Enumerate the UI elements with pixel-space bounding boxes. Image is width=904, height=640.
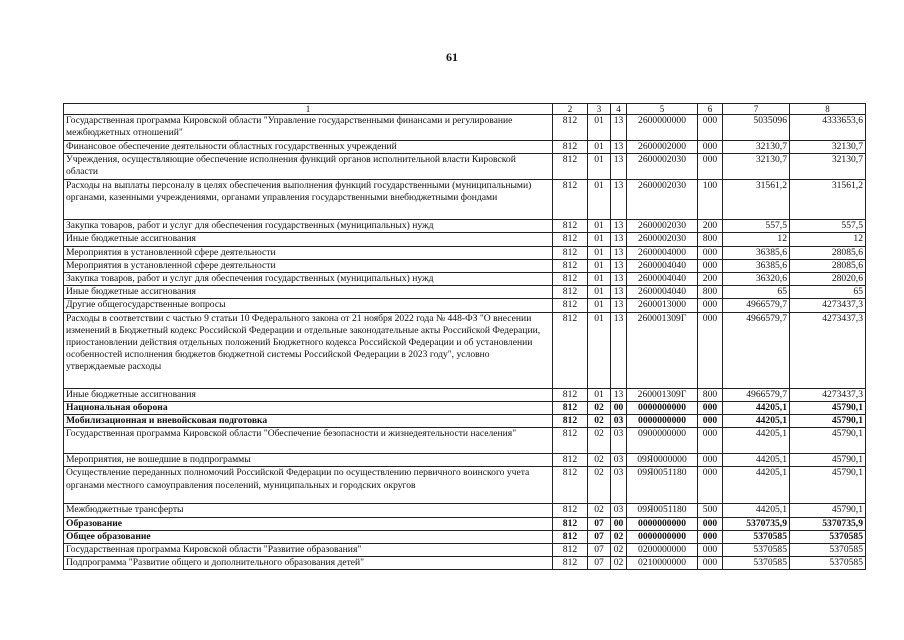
budget-table [63,103,866,570]
table-row [64,299,866,312]
column-3-section: 02 [588,454,611,467]
column-4-subsection: 13 [611,299,627,312]
row-name: Осуществление переданных полномочий Российской Федерации по осуществлению первичного воинского учета органами местного самоуправления поселений, муниципальных и городских округов [64,467,553,504]
column-7-amount: 44205,1 [723,428,790,454]
column-4-subsection: 13 [611,141,627,154]
table-row [64,180,866,220]
table-row [64,154,866,180]
column-5-target-article: 09Я0000000 [627,454,698,467]
column-header: 8 [790,104,866,115]
column-3-section: 01 [588,388,611,401]
table-row [64,454,866,467]
column-5-target-article: 0900000000 [627,428,698,454]
column-6-expense-type: 000 [698,454,723,467]
column-2-code: 812 [553,388,588,401]
table-row [64,286,866,299]
column-2-code: 812 [553,141,588,154]
column-header: 7 [723,104,790,115]
column-header: 3 [588,104,611,115]
column-3-section: 02 [588,467,611,504]
column-8-amount: 4273437,3 [790,388,866,401]
column-3-section: 02 [588,415,611,428]
row-name: Иные бюджетные ассигнования [64,286,553,299]
table-row [64,220,866,233]
column-3-section: 01 [588,115,611,141]
column-4-subsection: 13 [611,233,627,246]
column-2-code: 812 [553,557,588,570]
column-7-amount: 5370585 [723,544,790,557]
column-3-section: 01 [588,141,611,154]
column-3-section: 01 [588,180,611,220]
column-4-subsection: 13 [611,286,627,299]
column-5-target-article: 2600002030 [627,154,698,180]
table-row [64,233,866,246]
column-5-target-article: 2600004040 [627,273,698,286]
row-name: Иные бюджетные ассигнования [64,233,553,246]
table-row [64,388,866,401]
column-8-amount: 45790,1 [790,428,866,454]
column-5-target-article: 2600002030 [627,220,698,233]
column-3-section: 01 [588,246,611,259]
column-8-amount: 12 [790,233,866,246]
column-6-expense-type: 000 [698,115,723,141]
column-8-amount: 45790,1 [790,504,866,517]
table-row [64,312,866,388]
row-name: Государственная программа Кировской области "Обеспечение безопасности и жизнедеятельности населения" [64,428,553,454]
column-6-expense-type: 200 [698,273,723,286]
column-3-section: 02 [588,401,611,414]
column-7-amount: 36320,6 [723,273,790,286]
column-4-subsection: 03 [611,504,627,517]
column-6-expense-type: 000 [698,259,723,272]
column-6-expense-type: 000 [698,154,723,180]
column-2-code: 812 [553,246,588,259]
column-3-section: 01 [588,220,611,233]
column-2-code: 812 [553,233,588,246]
column-7-amount: 31561,2 [723,180,790,220]
column-5-target-article: 2600000000 [627,115,698,141]
row-name: Финансовое обеспечение деятельности областных государственных учреждений [64,141,553,154]
column-6-expense-type: 000 [698,428,723,454]
column-5-target-article: 0000000000 [627,415,698,428]
column-3-section: 01 [588,312,611,388]
column-4-subsection: 13 [611,220,627,233]
column-7-amount: 4966579,7 [723,299,790,312]
column-7-amount: 5370585 [723,557,790,570]
column-2-code: 812 [553,286,588,299]
column-2-code: 812 [553,220,588,233]
table-row [64,517,866,530]
column-2-code: 812 [553,154,588,180]
column-7-amount: 65 [723,286,790,299]
row-name: Закупка товаров, работ и услуг для обеспечения государственных (муниципальных) нужд [64,220,553,233]
column-5-target-article: 260001309Г [627,388,698,401]
column-5-target-article: 2600013000 [627,299,698,312]
column-3-section: 07 [588,557,611,570]
column-7-amount: 32130,7 [723,141,790,154]
column-5-target-article: 260001309Г [627,312,698,388]
column-5-target-article: 2600004040 [627,286,698,299]
table-row [64,467,866,504]
column-6-expense-type: 000 [698,517,723,530]
column-3-section: 01 [588,154,611,180]
column-2-code: 812 [553,115,588,141]
column-7-amount: 36385,6 [723,246,790,259]
column-4-subsection: 02 [611,530,627,543]
column-4-subsection: 03 [611,454,627,467]
page-number: 61 [446,50,458,64]
column-4-subsection: 02 [611,557,627,570]
column-3-section: 07 [588,530,611,543]
column-4-subsection: 13 [611,246,627,259]
column-2-code: 812 [553,517,588,530]
column-2-code: 812 [553,273,588,286]
column-2-code: 812 [553,454,588,467]
column-4-subsection: 13 [611,180,627,220]
column-8-amount: 45790,1 [790,401,866,414]
column-8-amount: 32130,7 [790,154,866,180]
column-5-target-article: 0210000000 [627,557,698,570]
column-4-subsection: 00 [611,517,627,530]
column-8-amount: 5370735,9 [790,517,866,530]
column-8-amount: 45790,1 [790,454,866,467]
row-name: Общее образование [64,530,553,543]
column-3-section: 01 [588,233,611,246]
column-2-code: 812 [553,259,588,272]
column-header: 1 [64,104,553,115]
column-6-expense-type: 100 [698,180,723,220]
column-7-amount: 4966579,7 [723,312,790,388]
column-4-subsection: 13 [611,273,627,286]
column-8-amount: 4273437,3 [790,312,866,388]
column-5-target-article: 0000000000 [627,401,698,414]
column-6-expense-type: 000 [698,141,723,154]
column-6-expense-type: 200 [698,220,723,233]
column-8-amount: 5370585 [790,530,866,543]
column-8-amount: 4273437,3 [790,299,866,312]
column-2-code: 812 [553,299,588,312]
column-3-section: 01 [588,286,611,299]
column-8-amount: 28085,6 [790,246,866,259]
table-row [64,544,866,557]
table-row [64,259,866,272]
column-2-code: 812 [553,401,588,414]
table-row [64,530,866,543]
column-6-expense-type: 800 [698,388,723,401]
column-4-subsection: 03 [611,467,627,504]
column-5-target-article: 2600004000 [627,246,698,259]
column-7-amount: 44205,1 [723,401,790,414]
column-8-amount: 65 [790,286,866,299]
row-name: Другие общегосударственные вопросы [64,299,553,312]
column-6-expense-type: 000 [698,299,723,312]
row-name: Расходы на выплаты персоналу в целях обеспечения выполнения функций государственными (муниципальными) органами, казенными учреждениями, органами управления государственными внебюджетными фондами [64,180,553,220]
column-3-section: 07 [588,517,611,530]
column-2-code: 812 [553,504,588,517]
row-name: Мобилизационная и вневойсковая подготовка [64,415,553,428]
column-5-target-article: 0000000000 [627,530,698,543]
column-6-expense-type: 000 [698,401,723,414]
table-row [64,415,866,428]
column-4-subsection: 03 [611,415,627,428]
column-7-amount: 12 [723,233,790,246]
column-7-amount: 5370585 [723,530,790,543]
column-7-amount: 32130,7 [723,154,790,180]
column-8-amount: 5370585 [790,557,866,570]
column-7-amount: 5035096 [723,115,790,141]
column-3-section: 01 [588,259,611,272]
column-5-target-article: 0000000000 [627,517,698,530]
table-row [64,428,866,454]
column-8-amount: 4333653,6 [790,115,866,141]
row-name: Мероприятия в установленной сфере деятельности [64,259,553,272]
column-8-amount: 557,5 [790,220,866,233]
table-row [64,557,866,570]
column-2-code: 812 [553,180,588,220]
column-6-expense-type: 000 [698,246,723,259]
table-row [64,273,866,286]
column-7-amount: 5370735,9 [723,517,790,530]
column-8-amount: 28085,6 [790,259,866,272]
column-4-subsection: 13 [611,154,627,180]
column-2-code: 812 [553,428,588,454]
column-7-amount: 44205,1 [723,415,790,428]
column-3-section: 02 [588,428,611,454]
row-name: Образование [64,517,553,530]
column-6-expense-type: 000 [698,467,723,504]
column-header: 6 [698,104,723,115]
column-6-expense-type: 500 [698,504,723,517]
row-name: Подпрограмма "Развитие общего и дополнительного образования детей" [64,557,553,570]
row-name: Закупка товаров, работ и услуг для обеспечения государственных (муниципальных) нужд [64,273,553,286]
row-name: Расходы в соответствии с частью 9 статьи 10 Федерального закона от 21 ноября 2022 года № 448-ФЗ "О внесении изменений в Бюджетный кодекс Российской Федерации и отдельные законодательные акты Российской Федерации, приостановлении действия отдельных положений Бюджетного кодекса Российской Федерации и об установлении особенностей исполнения бюджетов бюджетной системы Российской Федерации в 2023 году", условно утверждаемые расходы [64,312,553,388]
row-name: Национальная оборона [64,401,553,414]
column-6-expense-type: 800 [698,233,723,246]
row-name: Государственная программа Кировской области "Развитие образования" [64,544,553,557]
column-5-target-article: 2600002030 [627,233,698,246]
column-7-amount: 44205,1 [723,467,790,504]
column-2-code: 812 [553,415,588,428]
column-6-expense-type: 000 [698,312,723,388]
column-5-target-article: 2600004040 [627,259,698,272]
column-6-expense-type: 800 [698,286,723,299]
column-7-amount: 557,5 [723,220,790,233]
column-4-subsection: 13 [611,312,627,388]
row-name: Учреждения, осуществляющие обеспечение исполнения функций органов исполнительной власти Кировской области [64,154,553,180]
column-3-section: 01 [588,273,611,286]
column-5-target-article: 09Я0051180 [627,467,698,504]
column-6-expense-type: 000 [698,415,723,428]
column-5-target-article: 0200000000 [627,544,698,557]
column-7-amount: 4966579,7 [723,388,790,401]
column-header: 5 [627,104,698,115]
row-name: Мероприятия, не вошедшие в подпрограммы [64,454,553,467]
column-3-section: 02 [588,504,611,517]
row-name: Межбюджетные трансферты [64,504,553,517]
column-number-row [64,104,866,115]
table-row [64,246,866,259]
column-header: 2 [553,104,588,115]
column-header: 4 [611,104,627,115]
table-row [64,115,866,141]
row-name: Иные бюджетные ассигнования [64,388,553,401]
column-3-section: 07 [588,544,611,557]
column-7-amount: 36385,6 [723,259,790,272]
column-5-target-article: 2600002030 [627,180,698,220]
column-4-subsection: 03 [611,428,627,454]
column-4-subsection: 13 [611,259,627,272]
column-2-code: 812 [553,544,588,557]
column-8-amount: 31561,2 [790,180,866,220]
column-7-amount: 44205,1 [723,504,790,517]
column-4-subsection: 13 [611,388,627,401]
table-row [64,141,866,154]
column-5-target-article: 2600002000 [627,141,698,154]
column-6-expense-type: 000 [698,530,723,543]
column-2-code: 812 [553,530,588,543]
column-4-subsection: 00 [611,401,627,414]
table-row [64,401,866,414]
table-row [64,504,866,517]
row-name: Государственная программа Кировской области "Управление государственными финансами и регулирование межбюджетных отношений" [64,115,553,141]
column-4-subsection: 13 [611,115,627,141]
column-8-amount: 32130,7 [790,141,866,154]
column-4-subsection: 02 [611,544,627,557]
column-2-code: 812 [553,467,588,504]
column-8-amount: 45790,1 [790,467,866,504]
column-6-expense-type: 000 [698,557,723,570]
column-3-section: 01 [588,299,611,312]
column-8-amount: 45790,1 [790,415,866,428]
column-6-expense-type: 000 [698,544,723,557]
column-2-code: 812 [553,312,588,388]
column-7-amount: 44205,1 [723,454,790,467]
column-8-amount: 28020,6 [790,273,866,286]
row-name: Мероприятия в установленной сфере деятельности [64,246,553,259]
column-8-amount: 5370585 [790,544,866,557]
column-5-target-article: 09Я0051180 [627,504,698,517]
